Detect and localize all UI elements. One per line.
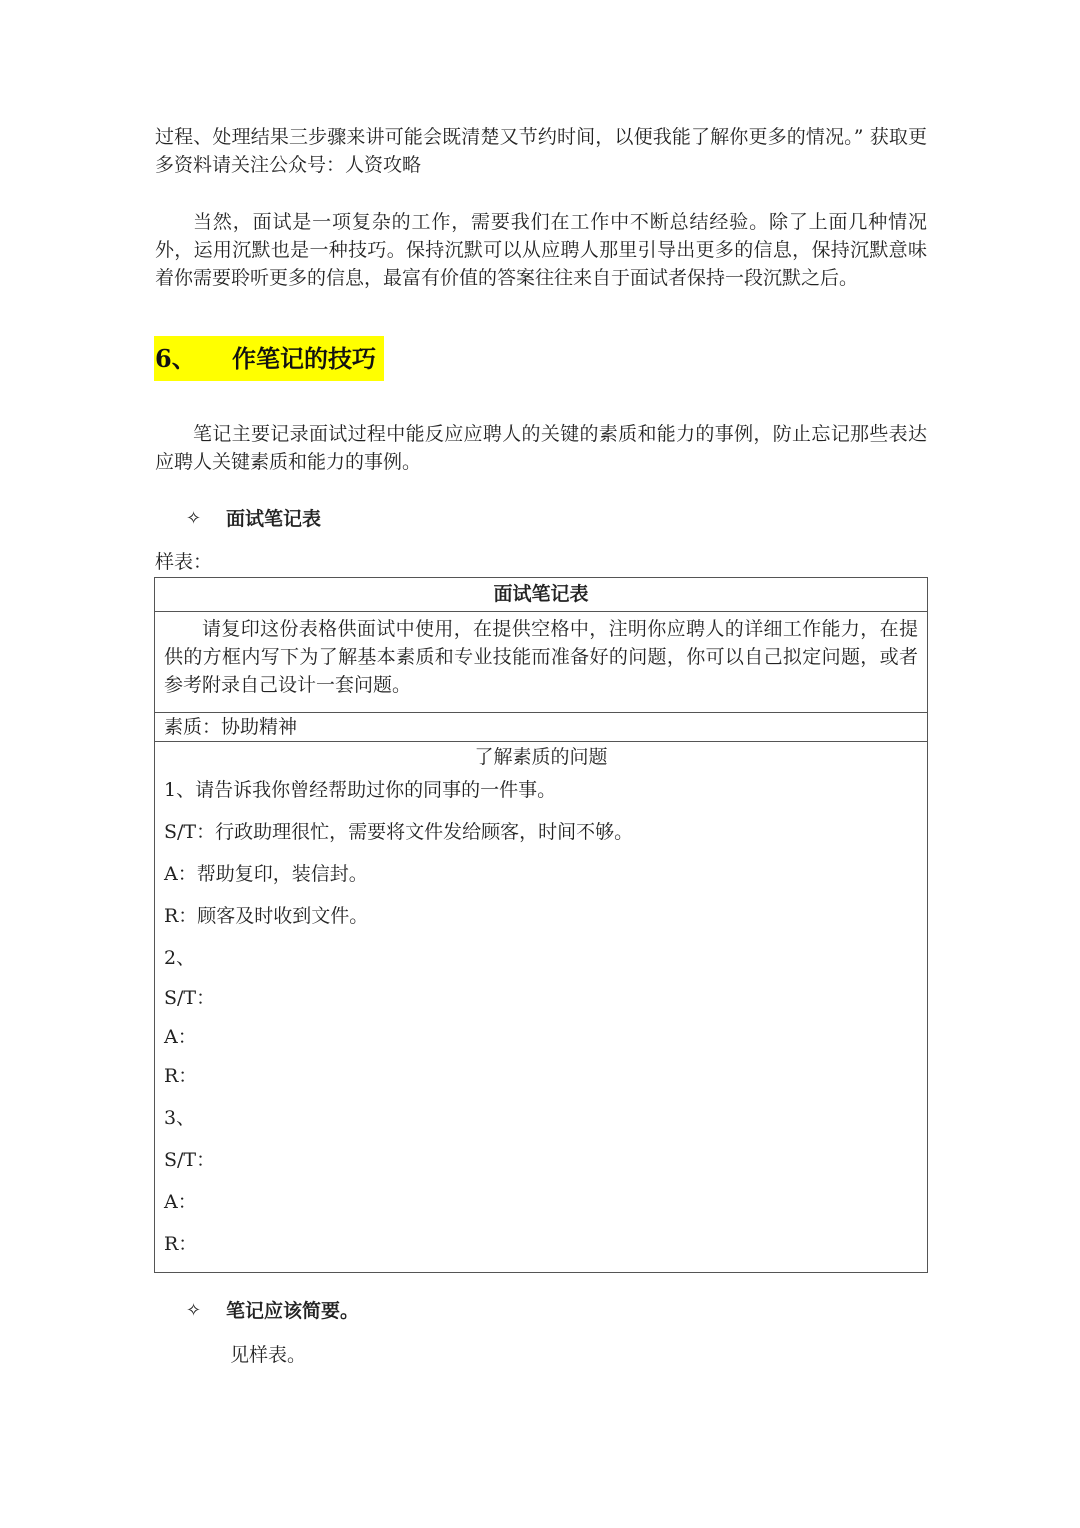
table-title: 面试笔记表	[155, 578, 928, 612]
table-intro: 请复印这份表格供面试中使用，在提供空格中，注明你应聘人的详细工作能力，在提供的方框内写下为了解基本素质和专业技能而准备好的问题，你可以自己拟定问题，或者参考附录自己设计一套问题。	[155, 612, 928, 713]
question-line: 3、	[164, 1107, 196, 1129]
diamond-star-icon: ✧	[186, 508, 202, 529]
question-line: S/T：行政助理很忙，需要将文件发给顾客，时间不够。	[164, 821, 634, 843]
question-line: R：	[164, 1065, 198, 1087]
question-line: 2、	[164, 947, 196, 969]
diamond-star-icon: ✧	[186, 1300, 202, 1321]
table-quality: 素质：协助精神	[155, 713, 928, 742]
question-line: A：帮助复印，装信封。	[164, 863, 368, 885]
question-line: R：	[164, 1233, 198, 1255]
question-line: A：	[164, 1026, 197, 1048]
table-questions-cell	[155, 742, 928, 1273]
paragraph-2: 当然，面试是一项复杂的工作，需要我们在工作中不断总结经验。除了上面几种情况外，运用沉默也是一种技巧。保持沉默可以从应聘人那里引导出更多的信息，保持沉默意味着你需要聆听更多的信息，最富有价值的答案往往来自于面试者保持一段沉默之后。	[155, 211, 927, 289]
paragraph-3: 笔记主要记录面试过程中能反应应聘人的关键的素质和能力的事例，防止忘记那些表达应聘人关键素质和能力的事例。	[155, 423, 927, 473]
paragraph-1: 过程、处理结果三步骤来讲可能会既清楚又节约时间，以便我能了解你更多的情况。” 获取更多资料请关注公众号：人资攻略	[155, 126, 927, 176]
question-line: R：顾客及时收到文件。	[164, 905, 369, 927]
heading-number: 6、	[155, 344, 196, 373]
questions-title: 了解素质的问题	[474, 746, 608, 768]
interview-notes-table	[154, 577, 928, 1273]
question-line: A：	[164, 1191, 197, 1213]
sample-label: 样表：	[155, 551, 213, 573]
question-line: S/T：	[164, 1149, 216, 1171]
heading-title: 作笔记的技巧	[232, 344, 376, 373]
question-line: S/T：	[164, 987, 216, 1009]
question-line: 1、请告诉我你曾经帮助过你的同事的一件事。	[164, 779, 557, 801]
bullet-heading-brief: 笔记应该简要。	[226, 1300, 360, 1322]
see-sample-text: 见样表。	[230, 1344, 307, 1366]
bullet-heading-notes-table: 面试笔记表	[226, 508, 322, 530]
